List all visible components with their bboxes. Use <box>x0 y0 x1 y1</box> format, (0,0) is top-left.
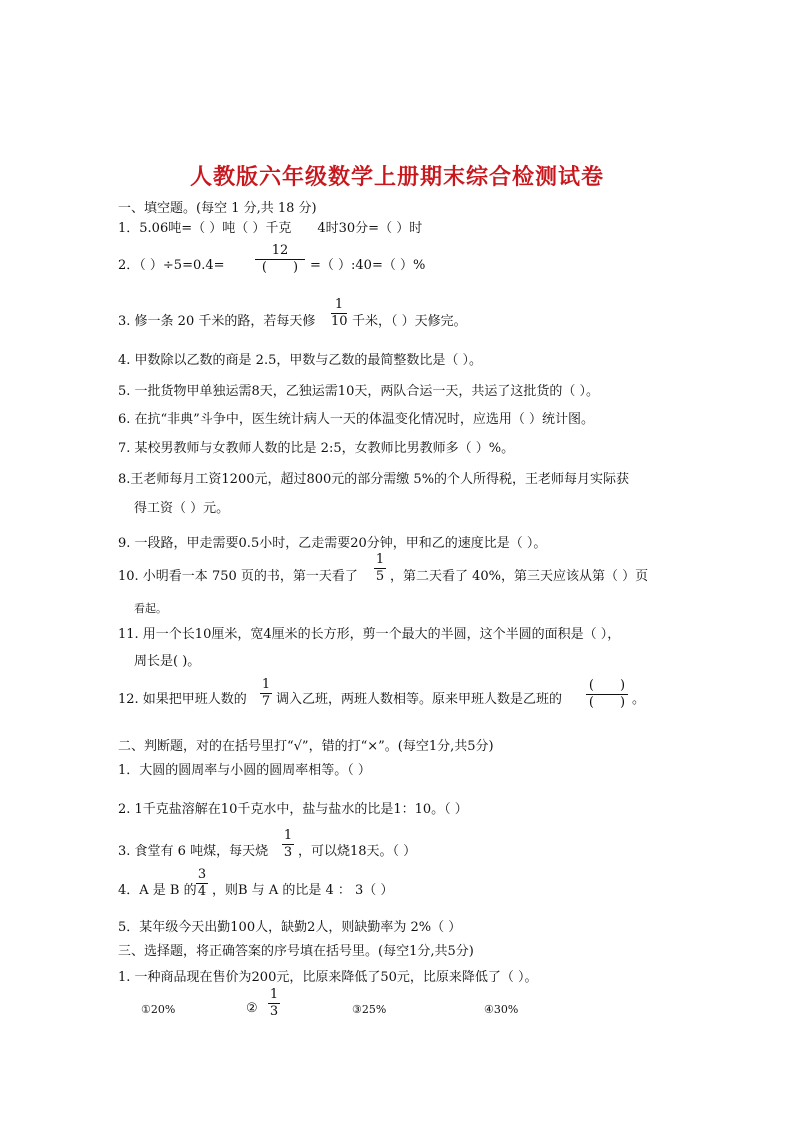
fraction-denominator: 4 <box>197 884 207 899</box>
question-1-10-suffix: ，第二天看了 40%，第三天应该从第（ ）页 <box>390 569 649 584</box>
section3-heading: 三、选择题，将正确答案的序号填在括号里。(每空1分,共5分) <box>118 944 474 959</box>
question-1-12-fraction <box>260 678 272 709</box>
fraction-numerator: 1 <box>261 677 271 692</box>
section2-heading: 二、判断题，对的在括号里打“√”，错的打“×”。(每空1分,共5分) <box>118 739 494 754</box>
option-2-fraction <box>268 988 280 1019</box>
question-1-12-answer-fraction <box>586 679 628 710</box>
question-1-2-suffix: =（ ）:40=（ ）% <box>310 258 426 273</box>
question-1-8-line2: 得工资（ ）元。 <box>134 501 230 516</box>
question-2-4-fraction <box>196 868 208 899</box>
question-1-11-line1: 11. 用一个长10厘米，宽4厘米的长方形，剪一个最大的半圆，这个半圆的面积是（ ）， <box>118 627 621 642</box>
section1-heading: 一、填空题。(每空 1 分,共 18 分) <box>118 201 317 216</box>
question-1-6: 6. 在抗“非典”斗争中，医生统计病人一天的体温变化情况时，应选用（ ）统计图。 <box>118 412 594 427</box>
option-4: ④30% <box>484 1003 519 1016</box>
fraction-denominator: 7 <box>261 694 271 709</box>
question-2-3-fraction <box>282 829 294 860</box>
fraction-denominator: ( ) <box>588 695 626 710</box>
fraction-denominator: 10 <box>331 314 348 329</box>
fraction-denominator: 3 <box>269 1004 279 1019</box>
fraction-numerator: 12 <box>271 243 289 258</box>
fraction-denominator: 3 <box>283 845 293 860</box>
question-2-1: 1．大圆的圆周率与小圆的圆周率相等。（ ） <box>118 763 371 778</box>
question-1-3-suffix: 千米，（ ）天修完。 <box>352 314 467 329</box>
question-1-7: 7. 某校男教师与女教师人数的比是 2:5，女教师比男教师多（ ）%。 <box>118 441 515 456</box>
question-2-4-suffix: ，则B 与 A 的比是 4 ： 3（ ） <box>212 883 394 898</box>
question-1-4: 4. 甲数除以乙数的商是 2.5，甲数与乙数的最简整数比是（ ）。 <box>118 353 482 368</box>
question-2-5: 5．某年级今天出勤100人，缺勤2人，则缺勤率为 2%（ ） <box>118 920 462 935</box>
question-2-3-prefix: 3. 食堂有 6 吨煤，每天烧 <box>118 844 269 859</box>
question-1-10-prefix: 10. 小明看一本 750 页的书，第一天看了 <box>118 569 358 584</box>
fraction-numerator: 1 <box>269 987 279 1002</box>
fraction-numerator: ( ) <box>588 678 626 693</box>
question-1-5: 5. 一批货物甲单独运需8天，乙独运需10天，两队合运一天，共运了这批货的（ ）。 <box>118 384 599 399</box>
fraction-numerator: 1 <box>375 552 385 567</box>
question-1-9: 9. 一段路，甲走需要0.5小时，乙走需要20分钟，甲和乙的速度比是（ ）。 <box>118 536 547 551</box>
question-1-8-line1: 8.王老师每月工资1200元，超过800元的部分需缴 5%的个人所得税，王老师每月实际获 <box>118 472 630 487</box>
fraction-denominator: ( ) <box>261 260 299 275</box>
question-1-12-prefix: 12. 如果把甲班人数的 <box>118 692 247 707</box>
question-1-12-middle: 调入乙班，两班人数相等。原来甲班人数是乙班的 <box>276 692 563 707</box>
question-1-1: 1．5.06吨=（ ）吨（ ）千克 4时30分=（ ）时 <box>118 221 423 236</box>
question-1-3-prefix: 3. 修一条 20 千米的路，若每天修 <box>118 314 316 329</box>
question-1-2-prefix: 2．（ ）÷5=0.4= <box>118 258 225 273</box>
question-1-11-line2: 周长是( )。 <box>134 654 201 669</box>
question-1-10-line2: 看起。 <box>134 602 167 615</box>
question-2-3-suffix: ，可以烧18天。（ ） <box>298 844 417 859</box>
exam-title: 人教版六年级数学上册期末综合检测试卷 <box>189 164 604 190</box>
fraction-numerator: 1 <box>283 828 293 843</box>
option-1: ①20% <box>141 1003 176 1016</box>
question-1-12-suffix: 。 <box>632 692 646 707</box>
question-2-2: 2. 1千克盐溶解在10千克水中，盐与盐水的比是1：10。（ ） <box>118 802 468 817</box>
fraction-numerator: 3 <box>197 867 207 882</box>
fraction-denominator: 5 <box>375 569 385 584</box>
question-1-3-fraction <box>331 298 347 329</box>
question-3-1: 1. 一种商品现在售价为200元，比原来降低了50元，比原来降低了（ ）。 <box>118 970 538 985</box>
option-3: ③25% <box>352 1003 387 1016</box>
option-2-label: ② <box>246 1001 258 1016</box>
question-1-2-fraction <box>255 244 305 275</box>
fraction-numerator: 1 <box>334 297 344 312</box>
question-1-10-fraction <box>374 553 386 584</box>
question-2-4-prefix: 4．A 是 B 的 <box>118 883 197 898</box>
